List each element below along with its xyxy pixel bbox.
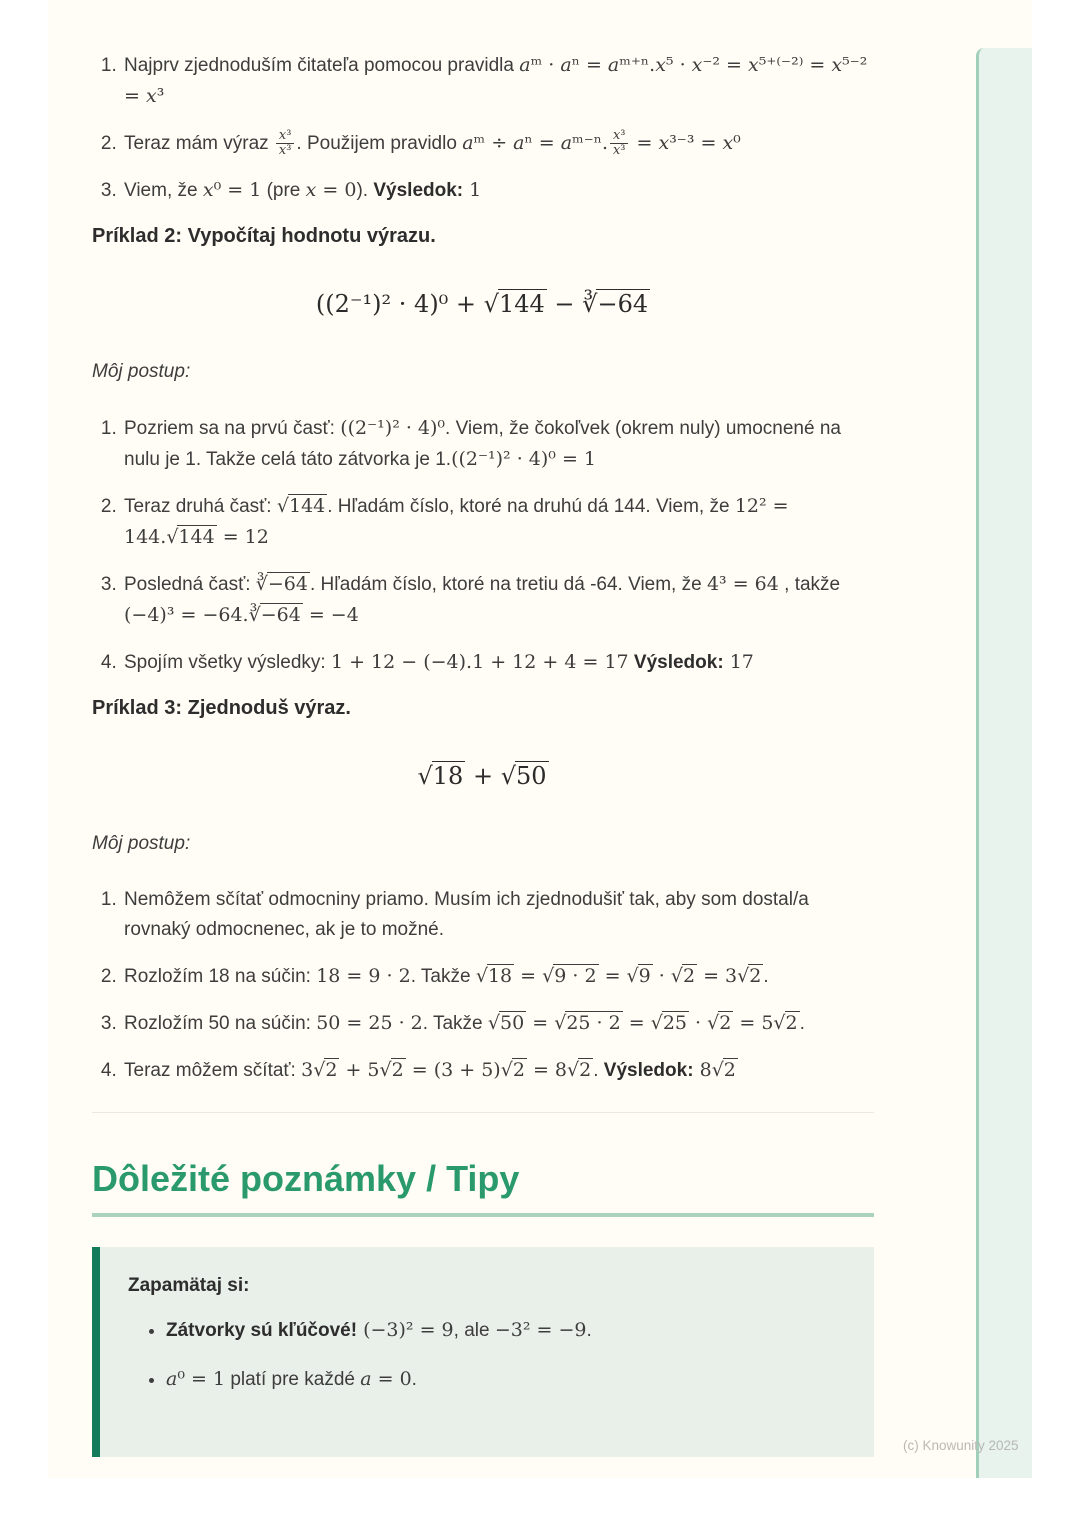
- example3-steps-list: [92, 885, 874, 1086]
- example3-formula: √18 + √50: [417, 762, 547, 791]
- list-item: 3. Posledná časť: ∛−64 . Hľadám číslo, ktoré na tretiu dá -64. Viem, že 4³ = 64 , takže (−4)³ = −64.∛−64 = −4: [122, 569, 874, 631]
- my-approach-label: Môj postup:: [92, 833, 191, 855]
- example1-steps-list: [92, 50, 874, 206]
- document-page: [48, 0, 1032, 1478]
- notes-section-title: Dôležité poznámky / Tipy: [92, 1158, 520, 1200]
- example2-heading: Príklad 2: Vypočítaj hodnotu výrazu.: [92, 225, 436, 248]
- list-item: 1. Nemôžem sčítať odmocniny priamo. Musím ich zjednodušiť tak, aby som dostal/a rovnaký odmocnenec, ak je to možné.: [122, 885, 874, 945]
- list-item: • a⁰ = 1 platí pre každé a = 0.: [166, 1364, 850, 1395]
- page-content: [48, 0, 1032, 1457]
- remember-callout: [92, 1247, 874, 1457]
- callout-title: Zapamätaj si:: [128, 1275, 250, 1297]
- example2-formula: ((2⁻¹)² · 4)⁰ + √144 − ∛−64: [315, 290, 649, 319]
- example3-heading: Príklad 3: Zjednoduš výraz.: [92, 697, 351, 720]
- list-item: 2. Rozložím 18 na súčin: 18 = 9 · 2. Takže √18 = √9 · 2 = √9 · √2 = 3√2 .: [122, 961, 874, 992]
- list-item: 4. Spojím všetky výsledky: 1 + 12 − (−4).1 + 12 + 4 = 17 Výsledok: 17: [122, 647, 874, 678]
- example2-steps-list: [92, 413, 874, 678]
- list-item: 2. Teraz druhá časť: √144 . Hľadám číslo, ktoré na druhú dá 144. Viem, že 12² = 144.√144 = 12: [122, 491, 874, 553]
- list-item: 3. Rozložím 50 na súčin: 50 = 25 · 2. Takže √50 = √25 · 2 = √25 · √2 = 5√2 .: [122, 1008, 874, 1039]
- list-item: 1. Najprv zjednoduším čitateľa pomocou pravidla aᵐ · aⁿ = aᵐ⁺ⁿ.x⁵ · x⁻² = x⁵⁺⁽⁻²⁾ = x⁵⁻² = x³: [122, 50, 874, 112]
- notes-heading-underline: [92, 1213, 874, 1217]
- list-item: 2. Teraz mám výraz $\frac{\text{x³}}{\text{x³}}$ . Použijem pravidlo aᵐ ÷ aⁿ = aᵐ⁻ⁿ. $\frac{\text{x³}}{\text{x³}}$ = x³⁻³ = x⁰: [122, 128, 874, 159]
- my-approach-label: Môj postup:: [92, 361, 191, 383]
- list-item: • Zátvorky sú kľúčové! (−3)² = 9, ale −3² = −9.: [166, 1315, 850, 1346]
- list-item: 1. Pozriem sa na prvú časť: ((2⁻¹)² · 4)⁰. Viem, že čokoľvek (okrem nuly) umocnené na nulu je 1. Takže celá táto zátvorka je 1.((2⁻¹)² · 4)⁰ = 1: [122, 413, 874, 475]
- list-item: 4. Teraz môžem sčítať: 3√2 + 5√2 = (3 + 5)√2 = 8√2 . Výsledok: 8√2: [122, 1055, 874, 1086]
- tips-list: [128, 1315, 850, 1395]
- section-divider: [92, 1112, 874, 1113]
- list-item: 3. Viem, že x⁰ = 1 (pre x = 0). Výsledok: 1: [122, 175, 874, 206]
- copyright-notice: (c) Knowunity 2025: [903, 1438, 1019, 1453]
